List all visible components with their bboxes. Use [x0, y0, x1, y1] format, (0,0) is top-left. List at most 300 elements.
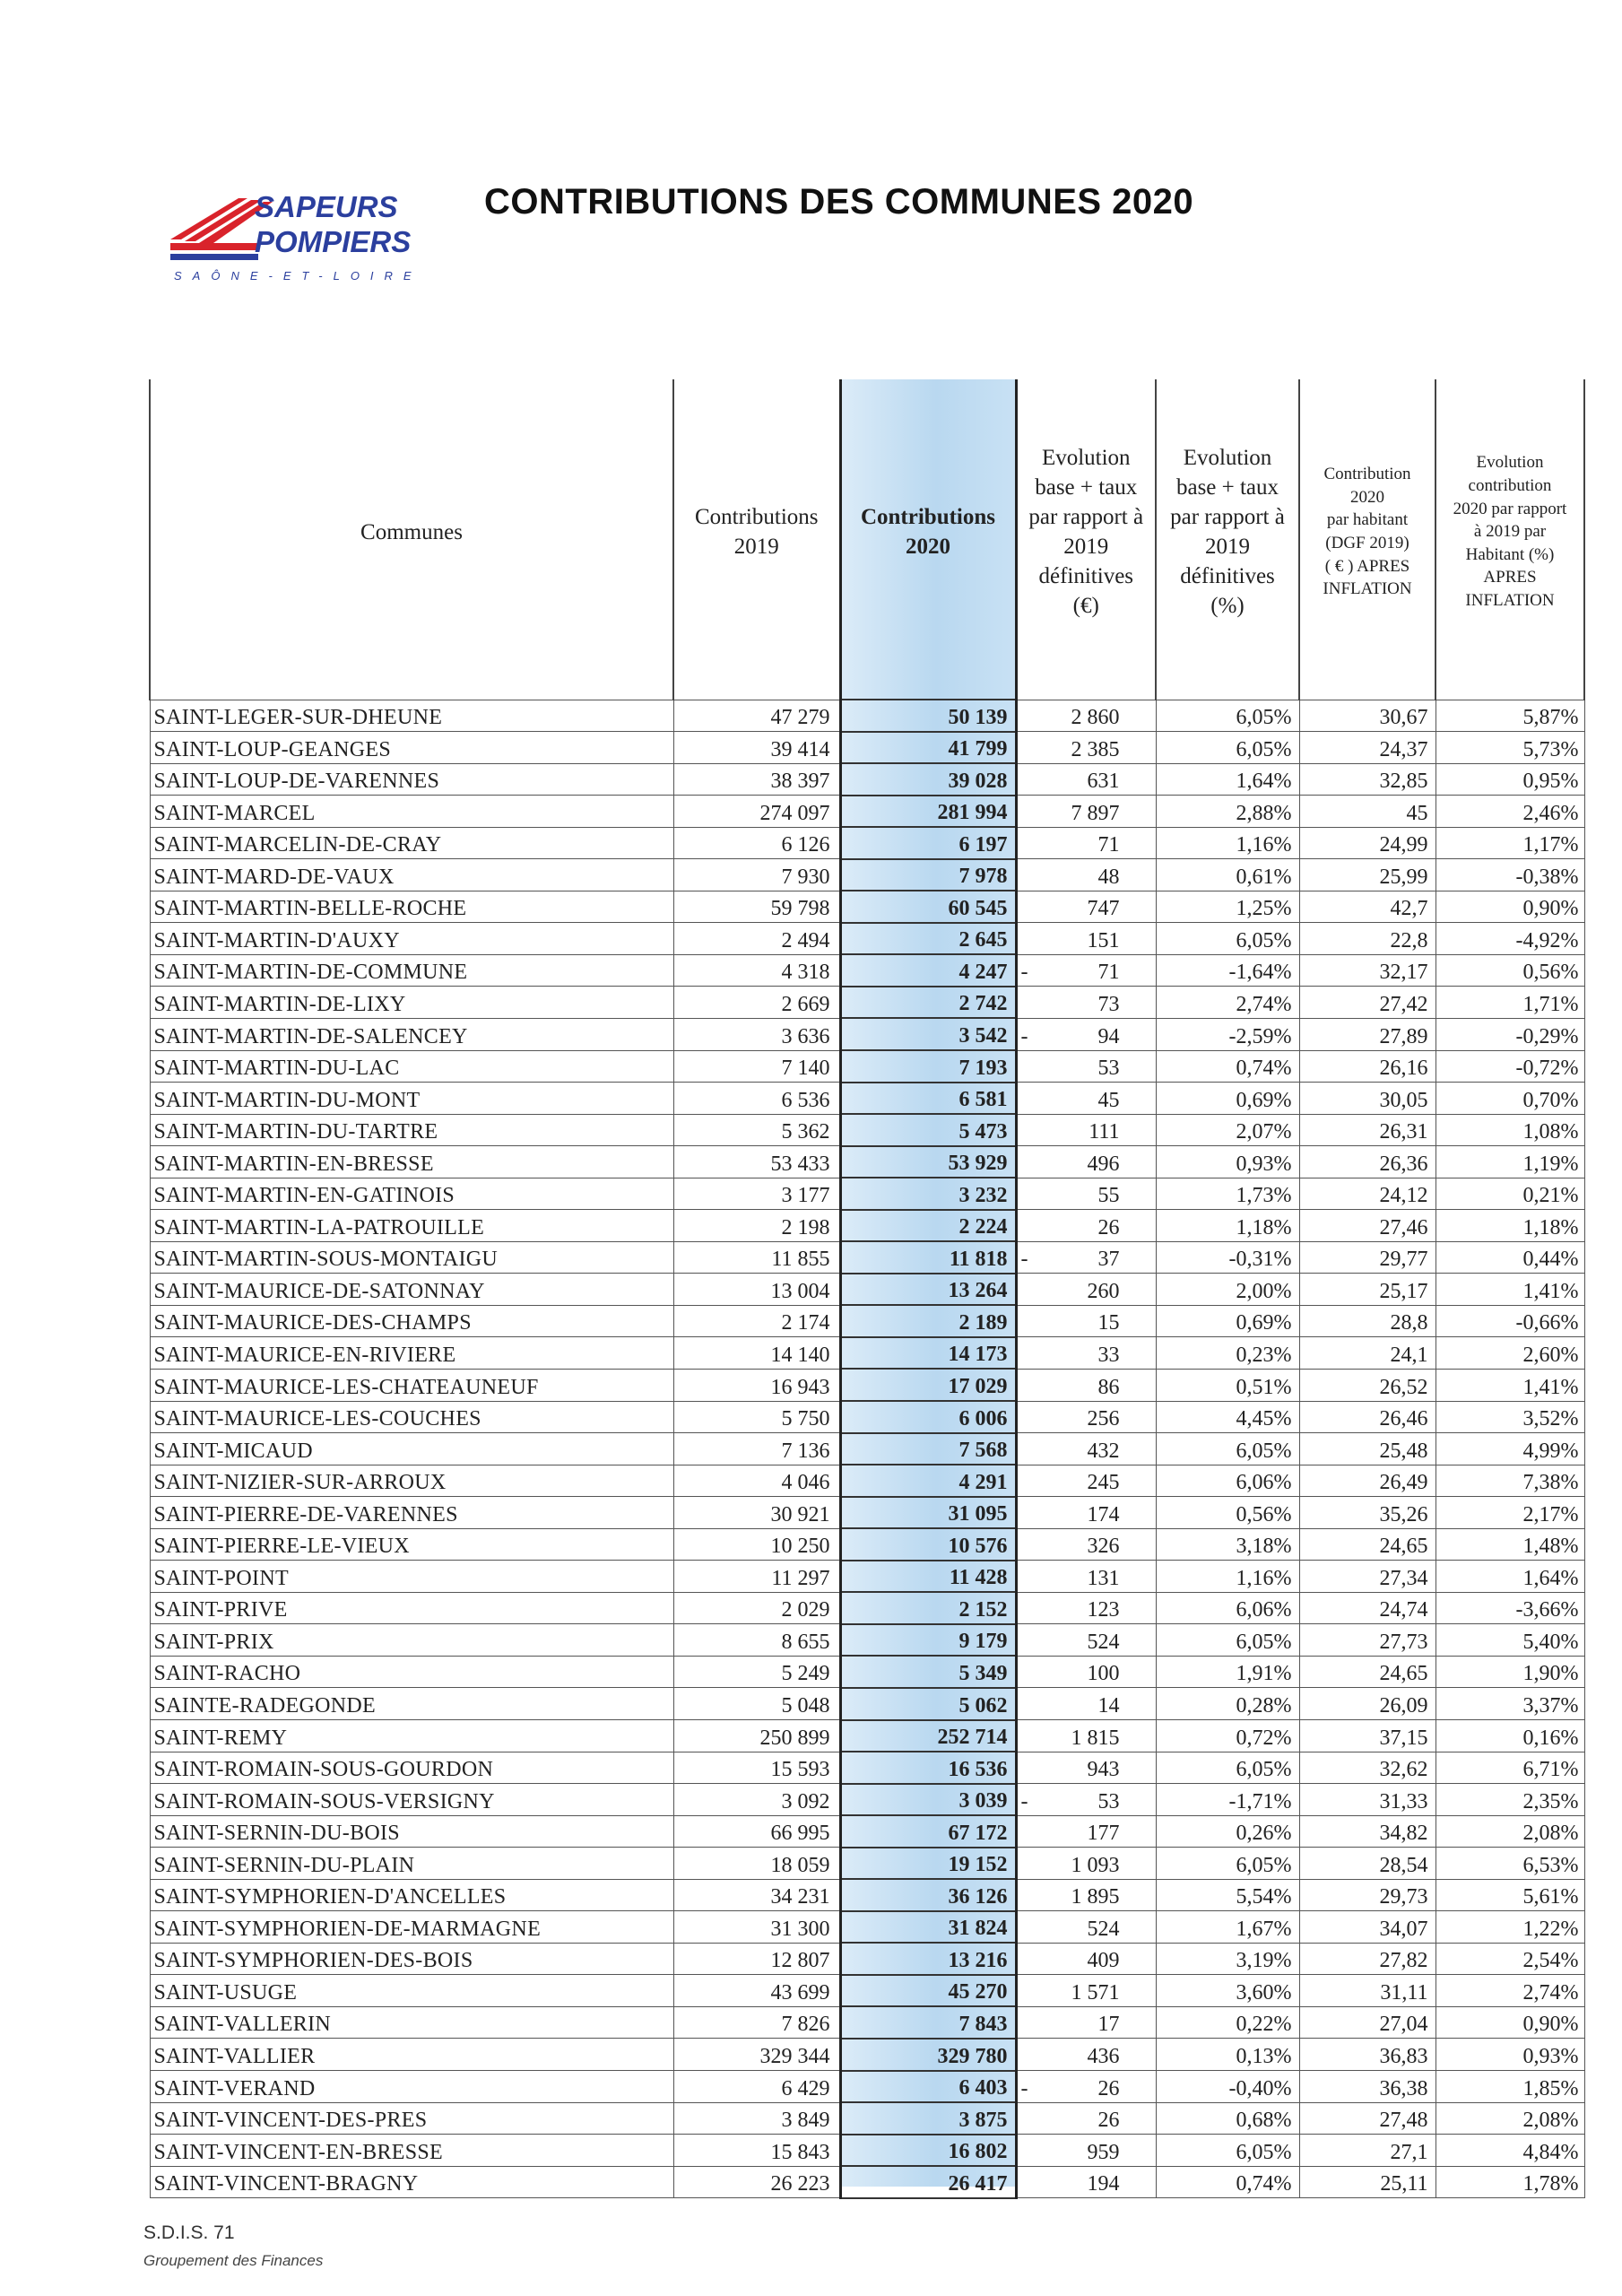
- negative-sign: -: [1020, 1248, 1028, 1272]
- table-row: [150, 2166, 1584, 2198]
- evolution-pct-cell: 3,18%: [1156, 1528, 1299, 1561]
- evolution-pct-cell: 1,16%: [1156, 1561, 1299, 1593]
- contribution-2019-cell: 2 174: [673, 1305, 840, 1337]
- evolution-habitant-cell: 0,56%: [1436, 954, 1584, 987]
- commune-cell: SAINT-MAURICE-DES-CHAMPS: [150, 1305, 673, 1337]
- table-row: [150, 1943, 1584, 1975]
- header-line: (DGF 2019): [1325, 534, 1409, 552]
- evolution-eur-value: 73: [1097, 992, 1120, 1016]
- contribution-2020-cell: 7 978: [840, 859, 1016, 891]
- logo-text-pompiers: POMPIERS: [255, 225, 412, 258]
- evolution-eur-cell: [1016, 1561, 1156, 1593]
- contribution-2020-cell: 31 095: [840, 1497, 1016, 1529]
- contribution-2019-cell: 16 943: [673, 1369, 840, 1401]
- commune-cell: SAINT-MARTIN-DE-SALENCEY: [150, 1018, 673, 1050]
- evolution-eur-cell: [1016, 2102, 1156, 2135]
- evolution-habitant-cell: 2,54%: [1436, 1943, 1584, 1975]
- contribution-2019-cell: 274 097: [673, 796, 840, 828]
- table-row: [150, 1305, 1584, 1337]
- header-line: INFLATION: [1323, 579, 1412, 599]
- evolution-pct-cell: 0,23%: [1156, 1337, 1299, 1370]
- contribution-2019-cell: 3 636: [673, 1018, 840, 1050]
- evolution-eur-value: 55: [1097, 1184, 1120, 1208]
- evolution-eur-value: 194: [1087, 2172, 1120, 2196]
- contribution-2020-cell: 39 028: [840, 763, 1016, 796]
- contribution-2020-cell: 16 802: [840, 2135, 1016, 2167]
- header-communes: [150, 379, 673, 684]
- evolution-pct-cell: 5,54%: [1156, 1879, 1299, 1911]
- contribution-2019-cell: 11 297: [673, 1561, 840, 1593]
- contribution-2020-cell: 5 473: [840, 1114, 1016, 1146]
- contribution-2020-cell: 6 581: [840, 1083, 1016, 1115]
- contribution-2020-cell: 2 742: [840, 987, 1016, 1019]
- commune-cell: SAINT-MARTIN-DU-LAC: [150, 1050, 673, 1083]
- evolution-eur-cell: [1016, 1178, 1156, 1210]
- evolution-habitant-cell: 0,90%: [1436, 2006, 1584, 2039]
- commune-cell: SAINT-VINCENT-EN-BRESSE: [150, 2135, 673, 2167]
- evolution-eur-value: 131: [1087, 1566, 1120, 1590]
- commune-cell: SAINT-MARTIN-SOUS-MONTAIGU: [150, 1241, 673, 1274]
- per-habitant-cell: 32,85: [1299, 763, 1436, 796]
- commune-cell: SAINT-MAURICE-EN-RIVIERE: [150, 1337, 673, 1370]
- evolution-eur-value: 177: [1087, 1822, 1120, 1846]
- contribution-2020-cell: 50 139: [840, 700, 1016, 732]
- per-habitant-cell: 26,49: [1299, 1465, 1436, 1497]
- evolution-pct-cell: -2,59%: [1156, 1018, 1299, 1050]
- evolution-eur-value: 1 815: [1071, 1726, 1120, 1750]
- contribution-2019-cell: 7 136: [673, 1433, 840, 1465]
- evolution-eur-value: 959: [1087, 2140, 1120, 2164]
- commune-cell: SAINT-ROMAIN-SOUS-GOURDON: [150, 1752, 673, 1784]
- evolution-pct-cell: 2,07%: [1156, 1114, 1299, 1146]
- contribution-2019-cell: 7 930: [673, 859, 840, 891]
- commune-cell: SAINT-VALLERIN: [150, 2006, 673, 2039]
- per-habitant-cell: 32,17: [1299, 954, 1436, 987]
- evolution-eur-cell: [1016, 2039, 1156, 2071]
- table-row: [150, 1369, 1584, 1401]
- evolution-eur-cell: [1016, 1720, 1156, 1752]
- header-line: base + taux: [1035, 475, 1138, 500]
- commune-cell: SAINT-MARTIN-DU-TARTRE: [150, 1114, 673, 1146]
- evolution-eur-value: 7 897: [1071, 801, 1120, 825]
- evolution-habitant-cell: 0,70%: [1436, 1083, 1584, 1115]
- commune-cell: SAINT-PRIVE: [150, 1592, 673, 1624]
- header-line: 2020: [1350, 487, 1384, 507]
- contribution-2019-cell: 2 669: [673, 987, 840, 1019]
- per-habitant-cell: 27,73: [1299, 1624, 1436, 1657]
- evolution-habitant-cell: 1,71%: [1436, 987, 1584, 1019]
- commune-cell: SAINT-MARD-DE-VAUX: [150, 859, 673, 891]
- evolution-eur-value: 524: [1087, 1630, 1120, 1654]
- table-row: [150, 1592, 1584, 1624]
- evolution-eur-value: 432: [1087, 1439, 1120, 1463]
- contribution-2020-cell: 252 714: [840, 1720, 1016, 1752]
- evolution-eur-cell: [1016, 1975, 1156, 2007]
- per-habitant-cell: 27,46: [1299, 1210, 1436, 1242]
- contribution-2020-cell: 16 536: [840, 1752, 1016, 1784]
- per-habitant-cell: 30,67: [1299, 700, 1436, 732]
- evolution-habitant-cell: 4,99%: [1436, 1433, 1584, 1465]
- contribution-2020-cell: 9 179: [840, 1624, 1016, 1657]
- table-row: [150, 1146, 1584, 1178]
- table-row: [150, 1879, 1584, 1911]
- evolution-eur-cell: [1016, 1528, 1156, 1561]
- per-habitant-cell: 24,37: [1299, 732, 1436, 764]
- contribution-2020-cell: 3 232: [840, 1178, 1016, 1210]
- table-row: [150, 700, 1584, 732]
- header-line: 2019: [1205, 535, 1250, 559]
- evolution-pct-cell: -0,31%: [1156, 1241, 1299, 1274]
- evolution-pct-cell: 6,05%: [1156, 1433, 1299, 1465]
- evolution-pct-cell: 0,51%: [1156, 1369, 1299, 1401]
- evolution-habitant-cell: 0,21%: [1436, 1178, 1584, 1210]
- contribution-2020-cell: 7 843: [840, 2006, 1016, 2039]
- evolution-pct-cell: 0,13%: [1156, 2039, 1299, 2071]
- evolution-pct-cell: -1,64%: [1156, 954, 1299, 987]
- evolution-eur-cell: [1016, 1210, 1156, 1242]
- negative-sign: -: [1020, 1789, 1028, 1813]
- commune-cell: SAINT-MAURICE-LES-COUCHES: [150, 1401, 673, 1433]
- commune-cell: SAINT-VINCENT-BRAGNY: [150, 2166, 673, 2198]
- header-line: définitives: [1038, 564, 1134, 588]
- evolution-eur-cell: [1016, 1911, 1156, 1944]
- table-row: [150, 1815, 1584, 1848]
- footer-organization: S.D.I.S. 71: [143, 2222, 235, 2243]
- evolution-habitant-cell: 1,18%: [1436, 1210, 1584, 1242]
- per-habitant-cell: 27,89: [1299, 1018, 1436, 1050]
- contribution-2019-cell: 10 250: [673, 1528, 840, 1561]
- evolution-eur-value: 53: [1097, 1789, 1120, 1813]
- evolution-eur-value: 2 860: [1071, 706, 1120, 730]
- header-line: Habitant (%): [1465, 544, 1555, 564]
- per-habitant-cell: 30,05: [1299, 1083, 1436, 1115]
- evolution-eur-value: 631: [1087, 770, 1120, 794]
- evolution-eur-cell: [1016, 2071, 1156, 2103]
- header-line: base + taux: [1175, 475, 1279, 500]
- contribution-2019-cell: 5 362: [673, 1114, 840, 1146]
- evolution-pct-cell: 0,22%: [1156, 2006, 1299, 2039]
- header-evolution-pct: [1156, 379, 1299, 684]
- header-line: 2020: [906, 535, 950, 559]
- evolution-eur-cell: [1016, 1369, 1156, 1401]
- contribution-2019-cell: 15 843: [673, 2135, 840, 2167]
- evolution-eur-value: 71: [1097, 961, 1120, 985]
- per-habitant-cell: 36,38: [1299, 2071, 1436, 2103]
- evolution-pct-cell: 0,72%: [1156, 1720, 1299, 1752]
- table-row: [150, 1528, 1584, 1561]
- evolution-pct-cell: 0,74%: [1156, 2166, 1299, 2198]
- commune-cell: SAINT-NIZIER-SUR-ARROUX: [150, 1465, 673, 1497]
- evolution-habitant-cell: 4,84%: [1436, 2135, 1584, 2167]
- evolution-pct-cell: 6,06%: [1156, 1592, 1299, 1624]
- commune-cell: SAINT-PRIX: [150, 1624, 673, 1657]
- contribution-2019-cell: 15 593: [673, 1752, 840, 1784]
- table-row: [150, 1624, 1584, 1657]
- evolution-pct-cell: 3,19%: [1156, 1943, 1299, 1975]
- evolution-eur-cell: [1016, 891, 1156, 923]
- table-row: [150, 1561, 1584, 1593]
- evolution-eur-cell: [1016, 954, 1156, 987]
- evolution-habitant-cell: 1,90%: [1436, 1656, 1584, 1688]
- logo-text-sapeurs: SAPEURS: [255, 190, 398, 223]
- evolution-eur-value: 94: [1097, 1024, 1120, 1048]
- table-row: [150, 954, 1584, 987]
- contribution-2020-cell: 6 197: [840, 827, 1016, 859]
- evolution-eur-cell: [1016, 1274, 1156, 1306]
- evolution-habitant-cell: 5,73%: [1436, 732, 1584, 764]
- contribution-2019-cell: 2 029: [673, 1592, 840, 1624]
- logo-subtitle: SAÔNE-ET-LOIRE: [174, 269, 422, 283]
- table-row: [150, 1784, 1584, 1816]
- evolution-eur-cell: [1016, 1305, 1156, 1337]
- table-row: [150, 1497, 1584, 1529]
- commune-cell: SAINT-MARCEL: [150, 796, 673, 828]
- evolution-habitant-cell: 2,08%: [1436, 2102, 1584, 2135]
- contribution-2019-cell: 47 279: [673, 700, 840, 732]
- header-spacer: [150, 684, 1584, 700]
- evolution-eur-cell: [1016, 1752, 1156, 1784]
- contribution-2019-cell: 5 249: [673, 1656, 840, 1688]
- per-habitant-cell: 25,48: [1299, 1433, 1436, 1465]
- table-row: [150, 2135, 1584, 2167]
- evolution-pct-cell: 0,69%: [1156, 1305, 1299, 1337]
- table-row: [150, 2006, 1584, 2039]
- evolution-habitant-cell: 1,19%: [1436, 1146, 1584, 1178]
- per-habitant-cell: 42,7: [1299, 891, 1436, 923]
- header-line: par habitant: [1326, 510, 1409, 530]
- commune-cell: SAINT-MICAUD: [150, 1433, 673, 1465]
- table-row: [150, 1720, 1584, 1752]
- table-row: [150, 1337, 1584, 1370]
- commune-cell: SAINT-VALLIER: [150, 2039, 673, 2071]
- evolution-eur-value: 436: [1087, 2045, 1120, 2069]
- contribution-2020-cell: 2 189: [840, 1305, 1016, 1337]
- evolution-habitant-cell: -0,38%: [1436, 859, 1584, 891]
- per-habitant-cell: 24,99: [1299, 827, 1436, 859]
- header-line: par rapport à: [1028, 505, 1144, 529]
- evolution-eur-value: 2 385: [1071, 737, 1120, 761]
- evolution-pct-cell: 2,88%: [1156, 796, 1299, 828]
- contribution-2020-cell: 2 152: [840, 1592, 1016, 1624]
- evolution-habitant-cell: 2,74%: [1436, 1975, 1584, 2007]
- contribution-2020-cell: 3 875: [840, 2102, 1016, 2135]
- header-line: APRES: [1483, 568, 1537, 587]
- table-row: [150, 1401, 1584, 1433]
- evolution-pct-cell: 1,67%: [1156, 1911, 1299, 1944]
- header-line: 2020 par rapport: [1453, 499, 1567, 518]
- evolution-eur-cell: [1016, 1401, 1156, 1433]
- evolution-eur-value: 151: [1087, 928, 1120, 952]
- contribution-2019-cell: 7 826: [673, 2006, 840, 2039]
- commune-cell: SAINT-RACHO: [150, 1656, 673, 1688]
- contribution-2019-cell: 53 433: [673, 1146, 840, 1178]
- evolution-eur-value: 33: [1097, 1343, 1120, 1367]
- contribution-2020-cell: 4 247: [840, 954, 1016, 987]
- evolution-eur-cell: [1016, 732, 1156, 764]
- header-line: (%): [1210, 594, 1245, 618]
- table-row: [150, 1975, 1584, 2007]
- per-habitant-cell: 28,54: [1299, 1848, 1436, 1880]
- table-body: [150, 700, 1584, 2198]
- contribution-2019-cell: 11 855: [673, 1241, 840, 1274]
- negative-sign: -: [1020, 1024, 1028, 1048]
- per-habitant-cell: 25,99: [1299, 859, 1436, 891]
- contribution-2019-cell: 7 140: [673, 1050, 840, 1083]
- evolution-habitant-cell: 1,41%: [1436, 1369, 1584, 1401]
- contribution-2020-cell: 7 193: [840, 1050, 1016, 1083]
- per-habitant-cell: 24,65: [1299, 1656, 1436, 1688]
- per-habitant-cell: 24,65: [1299, 1528, 1436, 1561]
- evolution-habitant-cell: 3,52%: [1436, 1401, 1584, 1433]
- per-habitant-cell: 26,09: [1299, 1688, 1436, 1720]
- evolution-eur-value: 943: [1087, 1758, 1120, 1782]
- evolution-eur-cell: [1016, 2166, 1156, 2198]
- commune-cell: SAINT-SYMPHORIEN-DE-MARMAGNE: [150, 1911, 673, 1944]
- contribution-2019-cell: 18 059: [673, 1848, 840, 1880]
- evolution-eur-cell: [1016, 859, 1156, 891]
- contribution-2019-cell: 3 849: [673, 2102, 840, 2135]
- contribution-2019-cell: 39 414: [673, 732, 840, 764]
- evolution-eur-cell: [1016, 1592, 1156, 1624]
- table-row: [150, 1752, 1584, 1784]
- evolution-pct-cell: 6,05%: [1156, 732, 1299, 764]
- per-habitant-cell: 29,77: [1299, 1241, 1436, 1274]
- evolution-eur-cell: [1016, 2135, 1156, 2167]
- evolution-eur-cell: [1016, 923, 1156, 955]
- evolution-eur-value: 123: [1087, 1598, 1120, 1622]
- table-row: [150, 1465, 1584, 1497]
- table-row: [150, 1210, 1584, 1242]
- evolution-pct-cell: 1,64%: [1156, 763, 1299, 796]
- commune-cell: SAINT-MARTIN-EN-BRESSE: [150, 1146, 673, 1178]
- evolution-pct-cell: 0,61%: [1156, 859, 1299, 891]
- table-row: [150, 1018, 1584, 1050]
- contribution-2020-cell: 5 349: [840, 1656, 1016, 1688]
- table-row: [150, 732, 1584, 764]
- contribution-2019-cell: 8 655: [673, 1624, 840, 1657]
- commune-cell: SAINTE-RADEGONDE: [150, 1688, 673, 1720]
- commune-cell: SAINT-MARTIN-EN-GATINOIS: [150, 1178, 673, 1210]
- table-row: [150, 859, 1584, 891]
- evolution-eur-cell: [1016, 1943, 1156, 1975]
- evolution-eur-cell: [1016, 1241, 1156, 1274]
- evolution-eur-value: 100: [1087, 1662, 1120, 1686]
- evolution-pct-cell: 1,91%: [1156, 1656, 1299, 1688]
- evolution-eur-cell: [1016, 1465, 1156, 1497]
- per-habitant-cell: 27,48: [1299, 2102, 1436, 2135]
- per-habitant-cell: 27,34: [1299, 1561, 1436, 1593]
- evolution-eur-cell: [1016, 1656, 1156, 1688]
- commune-cell: SAINT-SERNIN-DU-PLAIN: [150, 1848, 673, 1880]
- contribution-2020-cell: 14 173: [840, 1337, 1016, 1370]
- per-habitant-cell: 34,07: [1299, 1911, 1436, 1944]
- commune-cell: SAINT-MARTIN-DE-COMMUNE: [150, 954, 673, 987]
- evolution-habitant-cell: 1,22%: [1436, 1911, 1584, 1944]
- table-row: [150, 1274, 1584, 1306]
- negative-sign: -: [1020, 961, 1028, 985]
- evolution-habitant-cell: 6,53%: [1436, 1848, 1584, 1880]
- evolution-eur-value: 48: [1097, 865, 1120, 889]
- per-habitant-cell: 36,83: [1299, 2039, 1436, 2071]
- evolution-eur-value: 53: [1097, 1057, 1120, 1081]
- evolution-pct-cell: 1,25%: [1156, 891, 1299, 923]
- per-habitant-cell: 24,12: [1299, 1178, 1436, 1210]
- evolution-pct-cell: -1,71%: [1156, 1784, 1299, 1816]
- per-habitant-cell: 27,1: [1299, 2135, 1436, 2167]
- evolution-eur-value: 17: [1097, 2013, 1120, 2037]
- per-habitant-cell: 35,26: [1299, 1497, 1436, 1529]
- per-habitant-cell: 28,8: [1299, 1305, 1436, 1337]
- table-row: [150, 1083, 1584, 1115]
- contribution-2019-cell: 2 494: [673, 923, 840, 955]
- commune-cell: SAINT-USUGE: [150, 1975, 673, 2007]
- evolution-habitant-cell: 1,85%: [1436, 2071, 1584, 2103]
- contribution-2019-cell: 3 177: [673, 1178, 840, 1210]
- evolution-eur-cell: [1016, 1337, 1156, 1370]
- evolution-pct-cell: 2,00%: [1156, 1274, 1299, 1306]
- commune-cell: SAINT-VINCENT-DES-PRES: [150, 2102, 673, 2135]
- commune-cell: SAINT-SYMPHORIEN-D'ANCELLES: [150, 1879, 673, 1911]
- evolution-pct-cell: 0,93%: [1156, 1146, 1299, 1178]
- evolution-eur-cell: [1016, 1018, 1156, 1050]
- per-habitant-cell: 37,15: [1299, 1720, 1436, 1752]
- evolution-habitant-cell: 1,48%: [1436, 1528, 1584, 1561]
- contribution-2020-cell: 13 264: [840, 1274, 1016, 1306]
- contribution-2020-cell: 3 039: [840, 1784, 1016, 1816]
- contribution-2020-cell: 53 929: [840, 1146, 1016, 1178]
- evolution-habitant-cell: 0,44%: [1436, 1241, 1584, 1274]
- per-habitant-cell: 25,11: [1299, 2166, 1436, 2198]
- evolution-habitant-cell: 2,46%: [1436, 796, 1584, 828]
- header-line: contribution: [1468, 475, 1552, 495]
- evolution-habitant-cell: 0,90%: [1436, 891, 1584, 923]
- evolution-eur-cell: [1016, 1497, 1156, 1529]
- contribution-2019-cell: 12 807: [673, 1943, 840, 1975]
- table-row: [150, 1114, 1584, 1146]
- evolution-eur-cell: [1016, 1784, 1156, 1816]
- evolution-pct-cell: 6,05%: [1156, 1848, 1299, 1880]
- commune-cell: SAINT-MARTIN-LA-PATROUILLE: [150, 1210, 673, 1242]
- evolution-habitant-cell: 1,41%: [1436, 1274, 1584, 1306]
- page-title: CONTRIBUTIONS DES COMMUNES 2020: [484, 182, 1194, 222]
- commune-cell: SAINT-MARTIN-DU-MONT: [150, 1083, 673, 1115]
- contribution-2020-cell: 2 645: [840, 923, 1016, 955]
- commune-cell: SAINT-ROMAIN-SOUS-VERSIGNY: [150, 1784, 673, 1816]
- commune-cell: SAINT-SYMPHORIEN-DES-BOIS: [150, 1943, 673, 1975]
- header-line: Evolution: [1183, 446, 1272, 470]
- evolution-eur-value: 1 093: [1071, 1853, 1120, 1877]
- contribution-2020-cell: 67 172: [840, 1815, 1016, 1848]
- contribution-2020-cell: 19 152: [840, 1848, 1016, 1880]
- evolution-eur-cell: [1016, 763, 1156, 796]
- evolution-habitant-cell: 0,95%: [1436, 763, 1584, 796]
- evolution-habitant-cell: 1,64%: [1436, 1561, 1584, 1593]
- evolution-pct-cell: 0,68%: [1156, 2102, 1299, 2135]
- contribution-2020-cell: 31 824: [840, 1911, 1016, 1944]
- contribution-2019-cell: 14 140: [673, 1337, 840, 1370]
- per-habitant-cell: 22,8: [1299, 923, 1436, 955]
- per-habitant-cell: 27,42: [1299, 987, 1436, 1019]
- evolution-eur-value: 409: [1087, 1949, 1120, 1973]
- evolution-eur-value: 45: [1097, 1088, 1120, 1112]
- evolution-eur-cell: [1016, 1146, 1156, 1178]
- table-row: [150, 2102, 1584, 2135]
- evolution-habitant-cell: 6,71%: [1436, 1752, 1584, 1784]
- contribution-2020-cell: 4 291: [840, 1465, 1016, 1497]
- contribution-2019-cell: 34 231: [673, 1879, 840, 1911]
- evolution-habitant-cell: 7,38%: [1436, 1465, 1584, 1497]
- evolution-eur-value: 86: [1097, 1375, 1120, 1399]
